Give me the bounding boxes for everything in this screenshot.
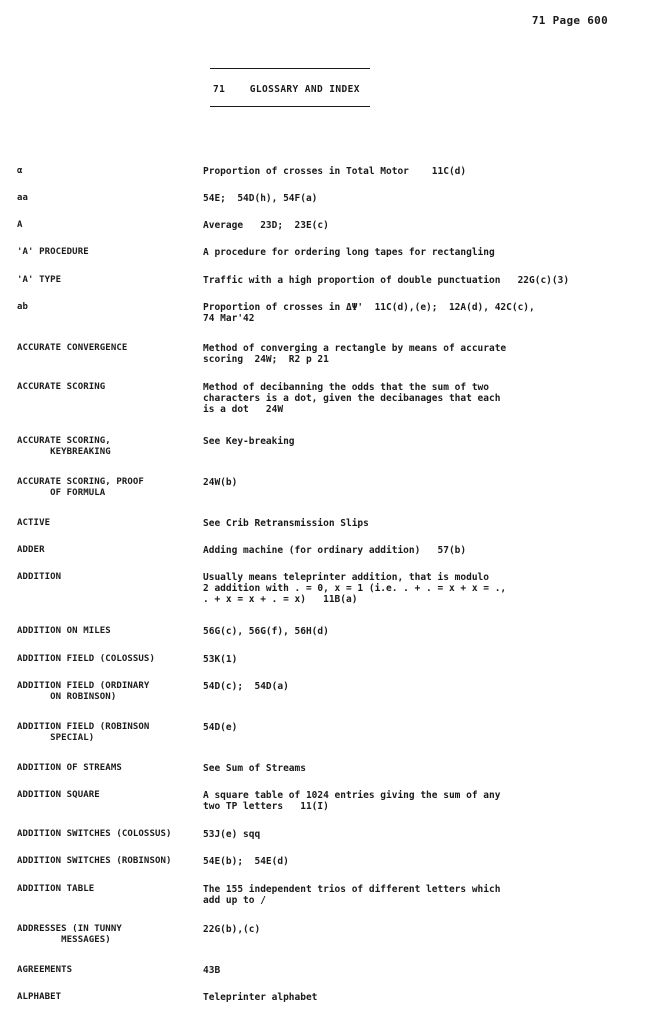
- glossary-definition: Method of converging a rectangle by means of accurate scoring 24W; R2 p 21: [203, 343, 507, 365]
- glossary-term: ADDITION SQUARE: [17, 790, 100, 800]
- glossary-term: A: [17, 220, 23, 230]
- glossary-definition: A square table of 1024 entries giving the sum of any two TP letters 11(I): [203, 790, 501, 812]
- glossary-definition: Proportion of crosses in ΔΨ' 11C(d),(e); 12A(d), 42C(c), 74 Mar'42: [203, 302, 535, 324]
- glossary-definition: 24W(b): [203, 477, 238, 488]
- glossary-term: ADDITION SWITCHES (ROBINSON): [17, 856, 172, 866]
- glossary-term: ACCURATE SCORING: [17, 382, 106, 392]
- glossary-definition: 54E; 54D(h), 54F(a): [203, 193, 318, 204]
- glossary-term: 'A' TYPE: [17, 275, 62, 285]
- glossary-definition: 54D(c); 54D(a): [203, 681, 289, 692]
- glossary-term: ALPHABET: [17, 992, 62, 1002]
- glossary-definition: 43B: [203, 965, 221, 976]
- glossary-term: ADDITION FIELD (COLOSSUS): [17, 654, 155, 664]
- title-bottom-rule: [210, 106, 370, 107]
- glossary-term: AGREEMENTS: [17, 965, 73, 975]
- glossary-definition: 54D(e): [203, 722, 238, 733]
- glossary-definition: Teleprinter alphabet: [203, 992, 318, 1003]
- glossary-definition: 53K(1): [203, 654, 238, 665]
- glossary-term: ACCURATE SCORING, KEYBREAKING: [17, 436, 111, 457]
- glossary-term: ACCURATE SCORING, PROOF OF FORMULA: [17, 477, 144, 498]
- glossary-definition: 54E(b); 54E(d): [203, 856, 289, 867]
- glossary-definition: A procedure for ordering long tapes for rectangling: [203, 247, 495, 258]
- glossary-definition: Usually means teleprinter addition, that is modulo 2 addition with . = 0, x = 1 (i.e. . + . = x + x = ., . + x = x + . = x) 11B(a): [203, 572, 507, 605]
- glossary-term: ADDITION FIELD (ROBINSON SPECIAL): [17, 722, 150, 743]
- glossary-term: 'A' PROCEDURE: [17, 247, 89, 257]
- glossary-definition: Adding machine (for ordinary addition) 57(b): [203, 545, 467, 556]
- glossary-definition: See Sum of Streams: [203, 763, 306, 774]
- glossary-term: α: [17, 166, 23, 176]
- page-title: 71 GLOSSARY AND INDEX: [213, 84, 360, 95]
- glossary-definition: See Crib Retransmission Slips: [203, 518, 369, 529]
- glossary-definition: 53J(e) sqq: [203, 829, 261, 840]
- glossary-term: ACCURATE CONVERGENCE: [17, 343, 128, 353]
- glossary-term: ADDITION SWITCHES (COLOSSUS): [17, 829, 172, 839]
- glossary-term: ADDER: [17, 545, 45, 555]
- glossary-term: ADDITION ON MILES: [17, 626, 111, 636]
- glossary-definition: Traffic with a high proportion of double punctuation 22G(c)(3): [203, 275, 570, 286]
- glossary-definition: See Key-breaking: [203, 436, 295, 447]
- glossary-term: ADDITION: [17, 572, 62, 582]
- glossary-definition: The 155 independent trios of different letters which add up to /: [203, 884, 501, 906]
- glossary-definition: 56G(c), 56G(f), 56H(d): [203, 626, 329, 637]
- title-top-rule: [210, 68, 370, 69]
- glossary-definition: Method of decibanning the odds that the sum of two characters is a dot, given the decibanages that each is a dot 24W: [203, 382, 501, 415]
- page-number: 71 Page 600: [531, 14, 608, 27]
- glossary-term: ADDRESSES (IN TUNNY MESSAGES): [17, 924, 122, 945]
- glossary-definition: Average 23D; 23E(c): [203, 220, 329, 231]
- glossary-term: ACTIVE: [17, 518, 51, 528]
- glossary-definition: Proportion of crosses in Total Motor 11C(d): [203, 166, 467, 177]
- glossary-term: ADDITION FIELD (ORDINARY ON ROBINSON): [17, 681, 150, 702]
- glossary-definition: 22G(b),(c): [203, 924, 261, 935]
- glossary-term: ab: [17, 302, 29, 312]
- glossary-term: ADDITION TABLE: [17, 884, 95, 894]
- glossary-term: aa: [17, 193, 29, 203]
- glossary-term: ADDITION OF STREAMS: [17, 763, 122, 773]
